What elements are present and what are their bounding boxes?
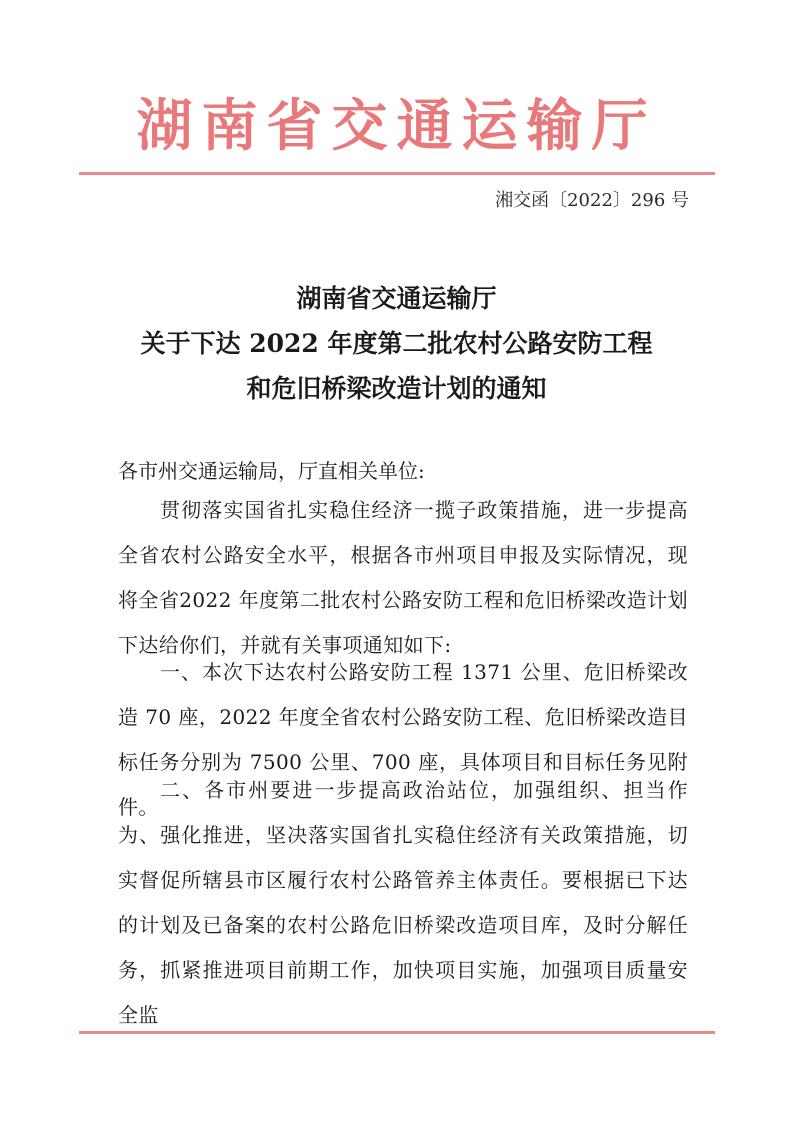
document-number: 湘交函〔2022〕296 号 xyxy=(495,190,689,211)
organization-header: 湖南省交通运输厅 xyxy=(136,94,657,159)
body-paragraph-2: 一、本次下达农村公路安防工程 1371 公里、危旧桥梁改造 70 座，2022 年度全省农村公路安防工程、危旧桥梁改造目标任务分别为 7500 公里、700 座，具体项目和目标任务见附件。 xyxy=(118,660,688,819)
title-line-1: 湖南省交通运输厅 xyxy=(296,284,497,313)
title-line-2: 关于下达 2022 年度第二批农村公路安防工程 xyxy=(140,329,653,358)
addressee: 各市州交通运输局，厅直相关单位: xyxy=(118,459,425,483)
title-line-3: 和危旧桥梁改造计划的通知 xyxy=(246,374,547,403)
header-divider xyxy=(79,172,715,175)
body-paragraph-3: 二、各市州要进一步提高政治站位，加强组织、担当作为、强化推进，坚决落实国省扎实稳住经济有关政策措施，切实督促所辖县市区履行农村公路管养主体责任。要根据已下达的计划及已备案的农村公路危旧桥梁改造项目库，及时分解任务，抓紧推进项目前期工作，加快项目实施，加强项目质量安全监 xyxy=(118,778,688,1027)
body-paragraph-1: 贯彻落实国省扎实稳住经济一揽子政策措施，进一步提高全省农村公路安全水平，根据各市州项目申报及实际情况，现将全省2022 年度第二批农村公路安防工程和危旧桥梁改造计划下达给你们，并就有关事项通知如下: xyxy=(118,498,688,657)
footer-divider xyxy=(79,1031,715,1034)
document-title xyxy=(0,276,793,411)
